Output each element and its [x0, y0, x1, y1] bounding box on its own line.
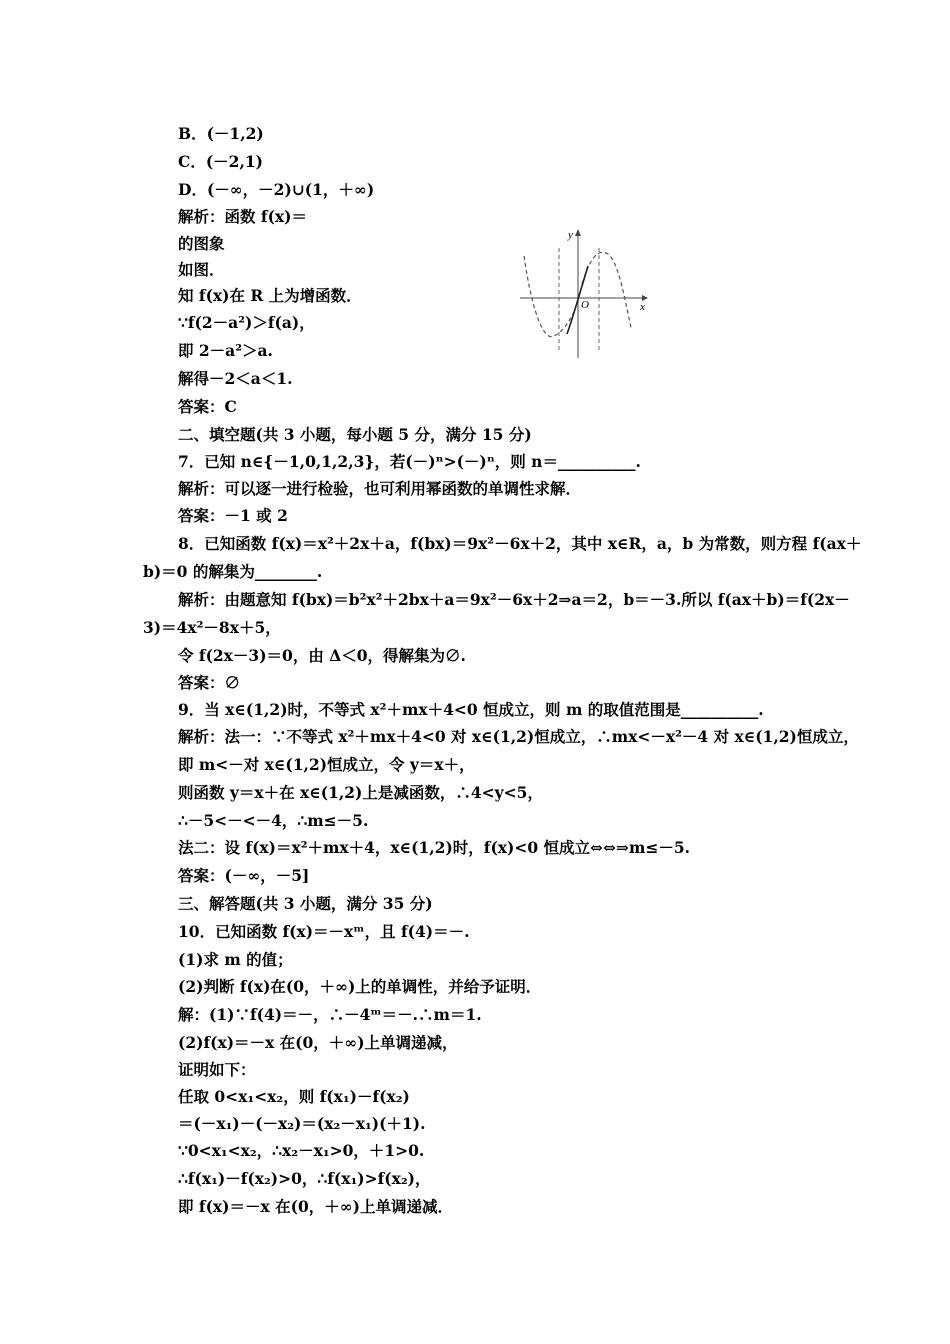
text-line: 任取 0<x₁<x₂，则 f(x₁)－f(x₂)	[178, 1087, 410, 1106]
text-line: 知 f(x)在 R 上为增函数．	[178, 286, 362, 305]
text-line: ∴－5<－<－4，∴m≤－5.	[178, 811, 369, 830]
right-parabola-curve	[582, 252, 631, 328]
text-line: 答案：C	[178, 397, 237, 416]
text-line: 即 2－a²＞a.	[178, 341, 273, 360]
text-line: D．(－∞，－2)∪(1，＋∞)	[178, 180, 375, 199]
text-line: 的图象	[178, 234, 225, 253]
function-graph	[518, 224, 650, 360]
text-line: 9．当 x∈(1,2)时，不等式 x²＋mx＋4<0 恒成立，则 m 的取值范围是__________.	[178, 700, 764, 719]
text-line: ＝(－x₁)－(－x₂)＝(x₂－x₁)(＋1).	[178, 1114, 426, 1133]
text-line: 证明如下：	[178, 1060, 256, 1079]
text-line: 如图．	[178, 260, 225, 279]
text-line: ∵0<x₁<x₂，∴x₂－x₁>0，＋1>0.	[178, 1141, 425, 1160]
y-axis-arrow-icon	[575, 229, 581, 236]
section-heading: 三、解答题(共 3 小题，满分 35 分)	[178, 894, 433, 913]
text-line: (2)f(x)＝－x 在(0，＋∞)上单调递减，	[178, 1033, 458, 1052]
text-line: 解析：由题意知 f(bx)＝b²x²＋2bx＋a＝9x²－6x＋2⇒a＝2，b＝－3.所以 f(ax＋b)＝f(2x－	[178, 590, 850, 609]
text-line: (1)求 m 的值；	[178, 950, 293, 969]
text-line: 令 f(2x－3)＝0，由 Δ＜0，得解集为∅.	[178, 646, 466, 665]
text-line: B．(－1,2)	[178, 124, 264, 143]
text-line: 法二：设 f(x)＝x²＋mx＋4，x∈(1,2)时，f(x)<0 恒成立⇔⇔⇒m≤－5.	[178, 838, 691, 857]
text-line: 8．已知函数 f(x)＝x²＋2x＋a，f(bx)＝9x²－6x＋2，其中 x∈R，a，b 为常数，则方程 f(ax＋	[178, 534, 862, 553]
text-line: 10．已知函数 f(x)＝－xᵐ，且 f(4)＝－.	[178, 922, 470, 941]
text-line: 解：(1)∵f(4)＝－，∴－4ᵐ＝－.∴m＝1.	[178, 1005, 482, 1024]
text-line: b)＝0 的解集为________.	[143, 562, 323, 581]
text-line: 解析：法一：∵不等式 x²＋mx＋4<0 对 x∈(1,2)恒成立，∴mx<－x²－4 对 x∈(1,2)恒成立，	[178, 727, 859, 746]
text-line: 解析：函数 f(x)＝	[178, 207, 307, 226]
section-heading: 二、填空题(共 3 小题，每小题 5 分，满分 15 分)	[178, 425, 532, 444]
text-line: 7．已知 n∈{－1,0,1,2,3}，若(－)ⁿ>(－)ⁿ，则 n＝__________.	[178, 452, 641, 471]
text-line: 解析：可以逐一进行检验，也可利用幂函数的单调性求解．	[178, 479, 582, 498]
x-axis-label: x	[640, 301, 645, 313]
text-line: ∵f(2－a²)＞f(a)，	[178, 313, 315, 332]
text-line: C．(－2,1)	[178, 152, 263, 171]
text-line: 答案：∅	[178, 673, 241, 692]
text-line: 则函数 y＝x＋在 x∈(1,2)上是减函数，∴4<y<5，	[178, 783, 543, 802]
text-line: (2)判断 f(x)在(0，＋∞)上的单调性，并给予证明．	[178, 977, 542, 996]
text-line: 即 m<－对 x∈(1,2)恒成立，令 y＝x＋，	[178, 755, 475, 774]
text-line: 即 f(x)＝－x 在(0，＋∞)上单调递减．	[178, 1197, 453, 1216]
origin-label: O	[581, 299, 589, 311]
text-line: 答案：(－∞，－5]	[178, 866, 310, 885]
text-line: ∴f(x₁)－f(x₂)>0，∴f(x₁)>f(x₂)，	[178, 1169, 431, 1188]
text-line: 解得－2＜a＜1.	[178, 369, 293, 388]
text-line: 答案：－1 或 2	[178, 506, 288, 525]
left-parabola-curve	[524, 256, 574, 337]
text-line: 3)＝4x²－8x＋5，	[143, 618, 281, 637]
y-axis-label: y	[568, 229, 573, 241]
